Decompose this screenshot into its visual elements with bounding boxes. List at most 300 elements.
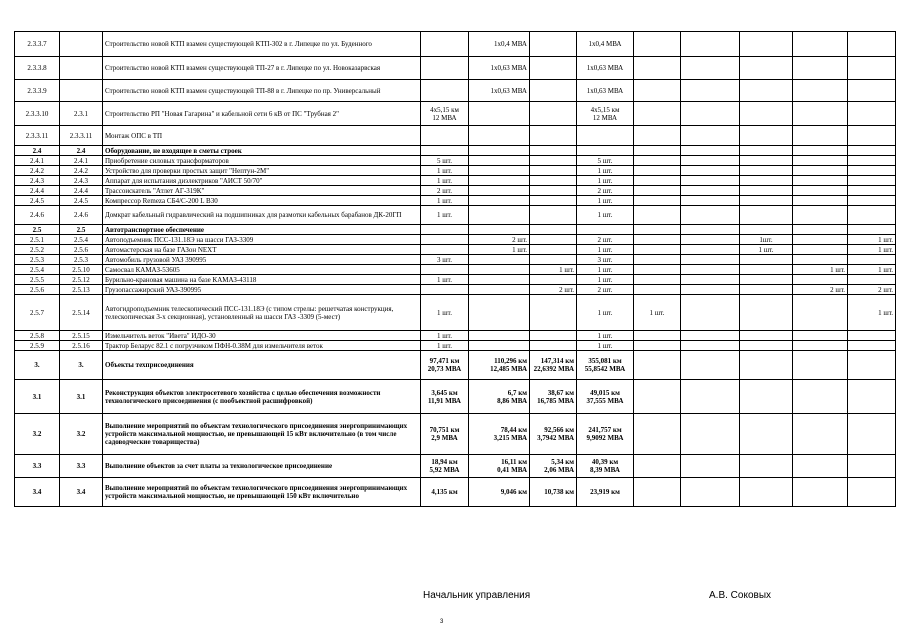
- table-row: [15, 295, 896, 331]
- table-cell: 1 шт.: [634, 295, 681, 331]
- table-cell: 2 шт.: [577, 235, 634, 245]
- table-cell: [848, 176, 896, 186]
- table-cell: 2 шт.: [577, 285, 634, 295]
- table-cell: 1 шт.: [421, 176, 469, 186]
- table-cell: 5,34 км 2,06 МВА: [530, 455, 577, 478]
- table-cell: 2.5.8: [15, 331, 60, 341]
- table-cell: 1 шт.: [577, 166, 634, 176]
- table-cell: [848, 414, 896, 455]
- table-cell: [681, 176, 740, 186]
- table-row: [15, 186, 896, 196]
- table-cell: 2.5.14: [60, 295, 103, 331]
- table-cell: 2.5: [60, 225, 103, 235]
- table-cell: 2.5.4: [60, 235, 103, 245]
- table-cell: 2 шт.: [793, 285, 848, 295]
- table-cell: [530, 57, 577, 80]
- table-cell: Автотранспортное обеспечение: [103, 225, 421, 235]
- table-cell: 16,11 км 0,41 МВА: [469, 455, 530, 478]
- table-cell: [577, 225, 634, 235]
- table-cell: [421, 126, 469, 146]
- table-cell: [793, 245, 848, 255]
- table-cell: [848, 166, 896, 176]
- table-cell: [740, 156, 793, 166]
- table-cell: [634, 102, 681, 126]
- table-cell: [469, 166, 530, 176]
- table-cell: [530, 80, 577, 102]
- table-cell: [740, 414, 793, 455]
- table-cell: Строительство новой КТП взамен существующей КТП-302 в г. Липецке по ул. Буденного: [103, 32, 421, 57]
- table-cell: [634, 331, 681, 341]
- table-cell: [681, 245, 740, 255]
- table-cell: Автомастерская на базе ГАЗон NEXT: [103, 245, 421, 255]
- table-cell: [681, 255, 740, 265]
- table-cell: 4,135 км: [421, 478, 469, 507]
- table-cell: [469, 255, 530, 265]
- table-cell: [469, 146, 530, 156]
- table-cell: 3.3: [60, 455, 103, 478]
- table-cell: 1 шт.: [421, 206, 469, 225]
- table-cell: 1 шт.: [469, 245, 530, 255]
- table-cell: 3.: [15, 351, 60, 380]
- table-cell: [740, 285, 793, 295]
- table-cell: [740, 455, 793, 478]
- table-cell: 1 шт.: [577, 265, 634, 275]
- table-cell: 1шт.: [740, 235, 793, 245]
- table-cell: [634, 255, 681, 265]
- table-cell: [530, 225, 577, 235]
- table-cell: [848, 380, 896, 414]
- table-cell: 5 шт.: [577, 156, 634, 166]
- table-cell: [793, 255, 848, 265]
- table-cell: Строительство РП "Новая Гагарина" и кабельной сети 6 кВ от ПС "Трубная 2": [103, 102, 421, 126]
- table-cell: 2.3.3.10: [15, 102, 60, 126]
- table-cell: 2.4.3: [15, 176, 60, 186]
- table-cell: [793, 206, 848, 225]
- table-cell: [848, 341, 896, 351]
- table-cell: [740, 166, 793, 176]
- table-cell: [60, 57, 103, 80]
- table-cell: [793, 478, 848, 507]
- table-cell: [469, 156, 530, 166]
- table-cell: 3.4: [60, 478, 103, 507]
- table-cell: 2 шт.: [469, 235, 530, 245]
- table-cell: 38,67 км 16,785 МВА: [530, 380, 577, 414]
- table-cell: 3 шт.: [577, 255, 634, 265]
- table-cell: [421, 235, 469, 245]
- table-cell: 2.5.5: [15, 275, 60, 285]
- table-cell: 2 шт.: [848, 285, 896, 295]
- table-cell: 3.3: [15, 455, 60, 478]
- table-cell: [848, 80, 896, 102]
- table-cell: [634, 285, 681, 295]
- table-cell: [848, 57, 896, 80]
- table-cell: [848, 255, 896, 265]
- table-cell: [848, 225, 896, 235]
- table-cell: 1 шт.: [848, 295, 896, 331]
- table-row: [15, 80, 896, 102]
- table-cell: [848, 156, 896, 166]
- table-cell: [740, 80, 793, 102]
- table-cell: 23,919 км: [577, 478, 634, 507]
- table-cell: 1 шт.: [421, 331, 469, 341]
- table-cell: 2.4.4: [60, 186, 103, 196]
- table-cell: 2.3.1: [60, 102, 103, 126]
- table-cell: 3.1: [60, 380, 103, 414]
- table-cell: [740, 126, 793, 146]
- table-cell: [793, 341, 848, 351]
- table-cell: [421, 265, 469, 275]
- table-cell: 2 шт.: [577, 186, 634, 196]
- table-cell: 1 шт.: [421, 196, 469, 206]
- table-cell: 1 шт.: [577, 206, 634, 225]
- table-cell: [848, 455, 896, 478]
- table-cell: 2.4.6: [15, 206, 60, 225]
- table-cell: [681, 275, 740, 285]
- table-cell: 4х5,15 км 12 МВА: [421, 102, 469, 126]
- table-cell: 2.5.4: [15, 265, 60, 275]
- table-cell: 2.3.3.11: [15, 126, 60, 146]
- table-cell: [530, 156, 577, 166]
- table-cell: [421, 80, 469, 102]
- table-cell: [740, 380, 793, 414]
- table-cell: [634, 126, 681, 146]
- table-cell: [634, 265, 681, 275]
- table-cell: 1 шт.: [577, 196, 634, 206]
- table-cell: [681, 146, 740, 156]
- table-cell: 1 шт.: [577, 275, 634, 285]
- table-cell: 1 шт.: [421, 295, 469, 331]
- table-cell: [421, 32, 469, 57]
- table-cell: [681, 341, 740, 351]
- table-cell: [848, 206, 896, 225]
- table-cell: 1 шт.: [577, 331, 634, 341]
- table-row: [15, 255, 896, 265]
- table-cell: 6,7 км 8,86 МВА: [469, 380, 530, 414]
- table-cell: [848, 275, 896, 285]
- table-cell: Выполнение мероприятий по объектам технологического присоединения энергопринимающих устройств максимальной мощностью, не превышающей 15 кВт включительно (в том числе садоводческие товарищества): [103, 414, 421, 455]
- table-cell: [634, 351, 681, 380]
- table-cell: [469, 275, 530, 285]
- table-cell: Оборудование, не входящее в сметы строек: [103, 146, 421, 156]
- table-cell: [634, 32, 681, 57]
- investment-program-table: [14, 31, 896, 507]
- table-cell: [530, 186, 577, 196]
- table-cell: 70,751 км 2,9 МВА: [421, 414, 469, 455]
- table-cell: [681, 32, 740, 57]
- table-row: [15, 176, 896, 186]
- table-cell: Грузопассажирский УАЗ-390995: [103, 285, 421, 295]
- table-cell: 1 шт.: [848, 265, 896, 275]
- table-cell: [469, 341, 530, 351]
- table-cell: 2.4.1: [60, 156, 103, 166]
- table-cell: [681, 206, 740, 225]
- table-cell: [469, 265, 530, 275]
- table-cell: 2.3.3.7: [15, 32, 60, 57]
- table-cell: [681, 225, 740, 235]
- table-cell: [848, 478, 896, 507]
- table-cell: [634, 196, 681, 206]
- table-row: [15, 146, 896, 156]
- table-row: [15, 414, 896, 455]
- table-cell: [421, 146, 469, 156]
- table-cell: Компрессор Remeza СБ4/С-200 L В30: [103, 196, 421, 206]
- table-cell: [634, 206, 681, 225]
- table-row: [15, 285, 896, 295]
- table-row: [15, 32, 896, 57]
- table-cell: [740, 265, 793, 275]
- table-cell: [634, 380, 681, 414]
- table-cell: [530, 275, 577, 285]
- table-cell: Аппарат для испытания диэлектриков "АИСТ 50/70": [103, 176, 421, 186]
- table-cell: Автоподъемник ПСС-131.18Э на шасси ГАЗ-3309: [103, 235, 421, 245]
- signature-name: А.В. Соковых: [709, 590, 772, 601]
- table-cell: [681, 265, 740, 275]
- table-cell: 3.2: [15, 414, 60, 455]
- table-cell: [530, 196, 577, 206]
- table-cell: 1 шт.: [793, 265, 848, 275]
- table-cell: 1х0,4 МВА: [577, 32, 634, 57]
- table-row: [15, 380, 896, 414]
- table-cell: 2.5.9: [15, 341, 60, 351]
- table-cell: [681, 57, 740, 80]
- table-row: [15, 126, 896, 146]
- table-cell: [469, 331, 530, 341]
- table-cell: 110,296 км 12,485 МВА: [469, 351, 530, 380]
- table-cell: 241,757 км 9,9092 МВА: [577, 414, 634, 455]
- table-cell: [740, 255, 793, 265]
- table-cell: 1 шт.: [577, 341, 634, 351]
- table-cell: [634, 166, 681, 176]
- table-cell: [740, 341, 793, 351]
- table-cell: [421, 225, 469, 235]
- table-cell: Измельчитель веток "Ивета" ИДО-30: [103, 331, 421, 341]
- table-cell: 1х0,63 МВА: [469, 80, 530, 102]
- table-cell: [681, 351, 740, 380]
- table-cell: [634, 341, 681, 351]
- table-cell: [740, 478, 793, 507]
- table-cell: 1 шт.: [421, 166, 469, 176]
- table-cell: 3.2: [60, 414, 103, 455]
- table-cell: [793, 126, 848, 146]
- table-cell: 2 шт.: [530, 285, 577, 295]
- table-cell: 78,44 км 3,215 МВА: [469, 414, 530, 455]
- table-cell: 2.5.10: [60, 265, 103, 275]
- table-cell: 1 шт.: [577, 245, 634, 255]
- table-cell: [848, 186, 896, 196]
- table-cell: [681, 166, 740, 176]
- signature-position: Начальник управления: [423, 590, 531, 601]
- table-cell: 2.5.15: [60, 331, 103, 341]
- table-row: [15, 196, 896, 206]
- table-cell: 2.5.12: [60, 275, 103, 285]
- table-cell: 3 шт.: [421, 255, 469, 265]
- table-cell: Бурильно-крановая машина на базе КАМАЗ-43118: [103, 275, 421, 285]
- table-cell: [681, 331, 740, 341]
- table-cell: [793, 380, 848, 414]
- table-cell: Приобретение силовых трансформаторов: [103, 156, 421, 166]
- table-cell: [740, 186, 793, 196]
- table-cell: [469, 225, 530, 235]
- table-cell: 1 шт.: [848, 235, 896, 245]
- table-row: [15, 156, 896, 166]
- table-cell: [469, 295, 530, 331]
- table-cell: Автомобиль грузовой УАЗ 390995: [103, 255, 421, 265]
- table-cell: 2.4.3: [60, 176, 103, 186]
- table-cell: [793, 166, 848, 176]
- table-cell: 5 шт.: [421, 156, 469, 166]
- table-cell: 2.5.3: [15, 255, 60, 265]
- table-cell: 1 шт.: [848, 245, 896, 255]
- table-cell: [740, 102, 793, 126]
- table-cell: [793, 57, 848, 80]
- table-cell: Объекты техприсоединения: [103, 351, 421, 380]
- table-cell: [793, 186, 848, 196]
- table-cell: 2.4.2: [15, 166, 60, 176]
- table-cell: Выполнение мероприятий по объектам технологического присоединения энергопринимающих устройств максимальной мощностью, не превышающей 150 кВт включительно: [103, 478, 421, 507]
- table-cell: 1х0,63 МВА: [577, 80, 634, 102]
- table-cell: [634, 275, 681, 285]
- table-cell: 2.5.13: [60, 285, 103, 295]
- table-cell: [469, 102, 530, 126]
- table-cell: [469, 126, 530, 146]
- table-cell: [848, 331, 896, 341]
- table-cell: 3.4: [15, 478, 60, 507]
- table-cell: 1х0,63 МВА: [577, 57, 634, 80]
- table-cell: [793, 275, 848, 285]
- table-cell: [681, 80, 740, 102]
- table-cell: [634, 235, 681, 245]
- table-cell: [634, 156, 681, 166]
- table-cell: [681, 414, 740, 455]
- table-cell: [530, 126, 577, 146]
- table-row: [15, 331, 896, 341]
- table-cell: [848, 351, 896, 380]
- table-cell: [530, 146, 577, 156]
- table-cell: [681, 102, 740, 126]
- table-cell: [681, 156, 740, 166]
- table-cell: [634, 57, 681, 80]
- table-cell: Трактор Беларус 82.1 с погрузчиком ПФН-0.38М для измельчителя веток: [103, 341, 421, 351]
- table-cell: [634, 478, 681, 507]
- table-cell: 3.: [60, 351, 103, 380]
- table-cell: [530, 235, 577, 245]
- table-cell: Монтаж ОПС в ТП: [103, 126, 421, 146]
- table-cell: 2.4.5: [15, 196, 60, 206]
- table-cell: Строительство новой КТП взамен существующей ТП-88 в г. Липецке по пр. Универсальный: [103, 80, 421, 102]
- table-cell: [793, 295, 848, 331]
- table-cell: 1 шт.: [421, 341, 469, 351]
- table-cell: 1 шт.: [740, 245, 793, 255]
- table-cell: Трассоискатель "Атлет АГ-319К": [103, 186, 421, 196]
- table-cell: [740, 32, 793, 57]
- table-cell: [681, 196, 740, 206]
- table-cell: Выполнение объектов за счет платы за технологическое присоединение: [103, 455, 421, 478]
- table-cell: [469, 285, 530, 295]
- table-cell: [740, 225, 793, 235]
- table-cell: 1 шт.: [577, 176, 634, 186]
- table-cell: [530, 102, 577, 126]
- table-row: [15, 206, 896, 225]
- table-cell: [793, 156, 848, 166]
- table-cell: 2.3.3.9: [15, 80, 60, 102]
- table-cell: Автогидроподъемник телескопический ПСС-131.18Э (с типом стрелы: решетчатая конструкция, телескопическая 3-х секционная), установленный на шасси ГАЗ -3309 (5-мест): [103, 295, 421, 331]
- table-cell: 2.5.3: [60, 255, 103, 265]
- table-cell: [681, 126, 740, 146]
- table-cell: [634, 186, 681, 196]
- table-cell: 1х0,4 МВА: [469, 32, 530, 57]
- table-cell: [793, 80, 848, 102]
- table-cell: 2.3.3.8: [15, 57, 60, 80]
- table-cell: [793, 331, 848, 341]
- table-cell: Строительство новой КТП взамен существующей ТП-27 в г. Липецке по ул. Новоказарвская: [103, 57, 421, 80]
- table-cell: [60, 80, 103, 102]
- table-cell: [848, 196, 896, 206]
- table-cell: Реконструкция объектов электросетевого хозяйства с целью обеспечения возможности технологического присоединения (с пообъектной расшифровкой): [103, 380, 421, 414]
- table-cell: [793, 32, 848, 57]
- table-cell: 2.4.1: [15, 156, 60, 166]
- table-cell: [740, 295, 793, 331]
- table-cell: [530, 176, 577, 186]
- table-cell: 92,566 км 3,7942 МВА: [530, 414, 577, 455]
- table-cell: [740, 351, 793, 380]
- table-row: [15, 351, 896, 380]
- table-cell: [530, 341, 577, 351]
- table-row: [15, 455, 896, 478]
- table-row: [15, 265, 896, 275]
- table-cell: 2.4: [15, 146, 60, 156]
- table-cell: [681, 380, 740, 414]
- table-cell: 2.5.7: [15, 295, 60, 331]
- table-cell: [793, 176, 848, 186]
- table-cell: [848, 102, 896, 126]
- table-cell: [530, 331, 577, 341]
- table-row: [15, 245, 896, 255]
- table-cell: [848, 32, 896, 57]
- table-cell: 1 шт.: [530, 265, 577, 275]
- table-cell: 9,046 км: [469, 478, 530, 507]
- table-cell: Самосвал КАМАЗ-53605: [103, 265, 421, 275]
- table-row: [15, 57, 896, 80]
- table-cell: [577, 126, 634, 146]
- table-cell: [793, 225, 848, 235]
- table-cell: [469, 176, 530, 186]
- table-cell: [793, 196, 848, 206]
- table-cell: [530, 245, 577, 255]
- table-cell: [681, 285, 740, 295]
- table-cell: [530, 206, 577, 225]
- table-cell: [577, 146, 634, 156]
- table-cell: 2.5.16: [60, 341, 103, 351]
- table-cell: 97,471 км 20,73 МВА: [421, 351, 469, 380]
- table-cell: 2.5.6: [60, 245, 103, 255]
- table-cell: [421, 245, 469, 255]
- table-cell: [793, 351, 848, 380]
- table-cell: 355,081 км 55,8542 МВА: [577, 351, 634, 380]
- table-cell: 1 шт.: [421, 275, 469, 285]
- table-cell: [530, 255, 577, 265]
- table-cell: [634, 225, 681, 235]
- table-cell: [634, 414, 681, 455]
- table-cell: 2 шт.: [421, 186, 469, 196]
- table-cell: [793, 235, 848, 245]
- table-cell: [634, 176, 681, 186]
- table-cell: 10,738 км: [530, 478, 577, 507]
- table-cell: [530, 32, 577, 57]
- table-row: [15, 235, 896, 245]
- table-cell: [740, 57, 793, 80]
- table-cell: 18,94 км 5,92 МВА: [421, 455, 469, 478]
- table-cell: 2.4.2: [60, 166, 103, 176]
